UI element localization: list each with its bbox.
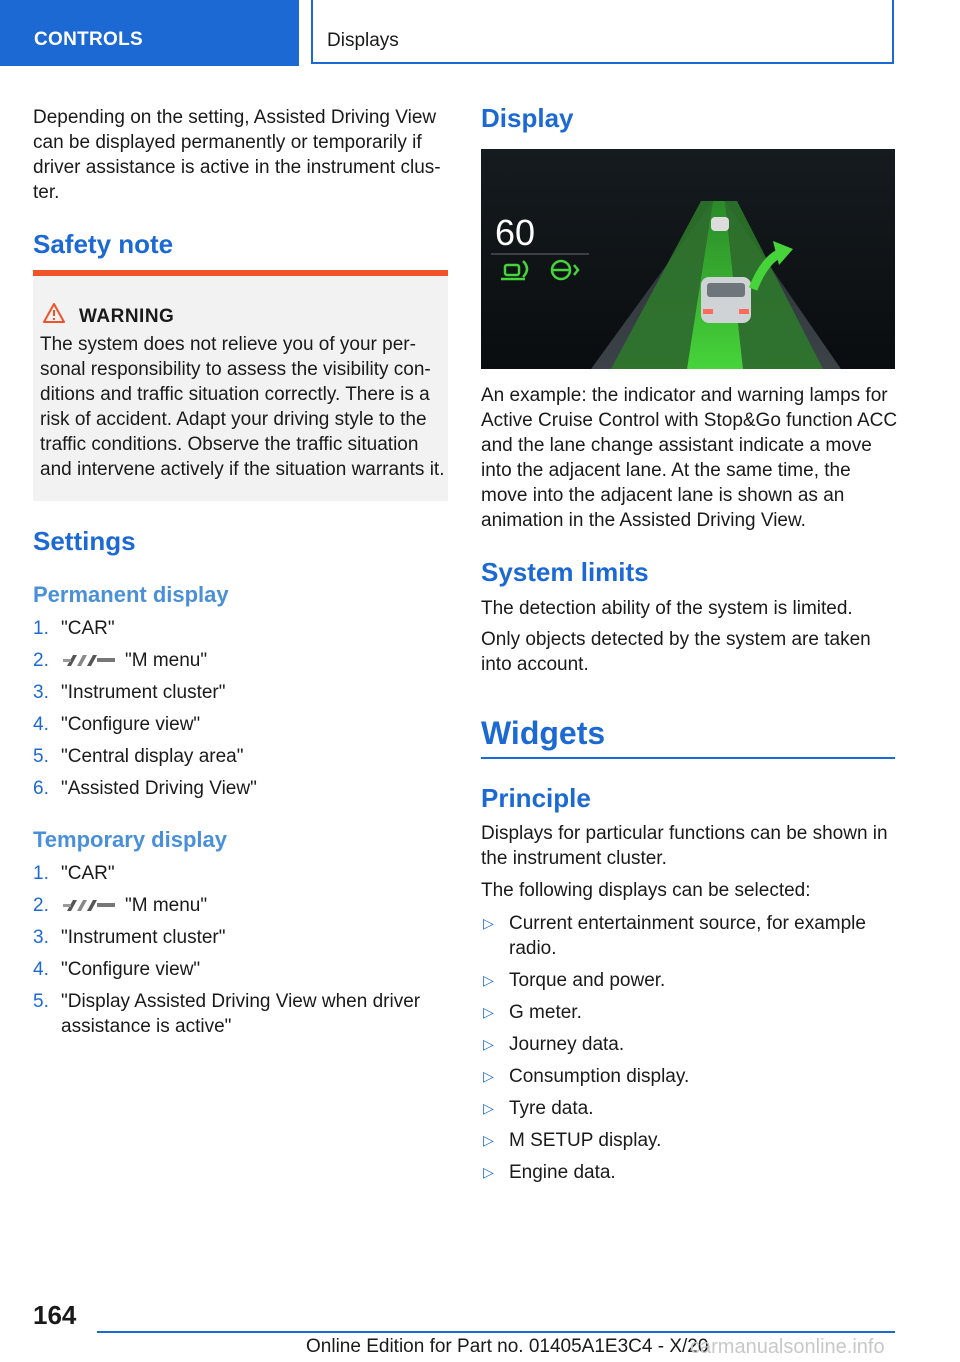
display-caption: An example: the indicator and warning lamps for Active Cruise Control with Stop&Go function ACC and the lane change assistant indicate a move into the adjacent lane. At the same time, the move into the adjacent lane is shown as an animation in the Assisted Driving View. [481, 385, 898, 531]
permanent-steps-list [33, 616, 453, 808]
triangle-bullet-icon: ▷ [483, 972, 494, 988]
settings-heading: Settings [33, 526, 136, 556]
watermark: carmanualsonline.info [690, 1336, 885, 1358]
list-item: 5. "Central display area" [33, 746, 244, 767]
list-item: 2. "M menu" [33, 895, 208, 916]
list-item: 3. "Instrument cluster" [33, 927, 226, 948]
lead-vehicle-icon [711, 217, 729, 231]
section-divider [481, 757, 895, 759]
permanent-display-heading: Permanent display [33, 582, 229, 607]
speed-readout: 60 [495, 212, 536, 253]
list-item: ▷ M SETUP display. [483, 1130, 662, 1151]
list-item: 4. "Configure view" [33, 714, 201, 735]
triangle-bullet-icon: ▷ [483, 1132, 494, 1148]
triangle-bullet-icon: ▷ [483, 1164, 494, 1180]
triangle-bullet-icon: ▷ [483, 1036, 494, 1052]
list-item: 5. "Display Assisted Driving View when driver assistance is active" [33, 991, 421, 1037]
chapter-tab [311, 0, 894, 64]
principle-text-1: Displays for particular functions can be shown in the instrument cluster. [481, 823, 888, 869]
page-number: 164 [33, 1300, 77, 1330]
list-item: ▷ Tyre data. [483, 1098, 594, 1119]
list-item: ▷ G meter. [483, 1002, 582, 1023]
edition-text: Online Edition for Part no. 01405A1E3C4 - X/20 [306, 1336, 709, 1357]
own-vehicle-icon [701, 277, 751, 323]
footer-divider [97, 1331, 895, 1333]
intro-paragraph: Depending on the setting, Assisted Driving View can be displayed permanently or temporarily if driver assistance is active in the instrument clus- ter. [33, 107, 441, 203]
list-item: ▷ Engine data. [483, 1162, 616, 1183]
temporary-display-heading: Temporary display [33, 827, 227, 852]
m-menu-logo-icon [61, 898, 117, 913]
list-item: 1. "CAR" [33, 618, 115, 639]
section-title: CONTROLS [34, 29, 144, 50]
system-limits-text-1: The detection ability of the system is limited. [481, 598, 853, 619]
widgets-heading: Widgets [481, 715, 606, 751]
safety-note-heading: Safety note [33, 229, 174, 259]
widget-options-list [481, 911, 895, 1192]
m-menu-logo-icon [61, 653, 117, 668]
list-item: 2. "M menu" [33, 650, 208, 671]
warning-title: WARNING [79, 306, 175, 327]
list-item: ▷ Torque and power. [483, 970, 666, 991]
system-limits-heading: System limits [481, 557, 649, 587]
warning-triangle-icon [43, 303, 65, 323]
triangle-bullet-icon: ▷ [483, 1100, 494, 1116]
warning-text: The system does not relieve you of your per- sonal responsibility to assess the visibility con- ditions and traffic situation correctly. There is a risk of accident. Adapt your driving style to the traffic conditions. Observe the traffic situation and intervene actively if the situation warrants it. [40, 334, 445, 480]
list-item: ▷ Current entertainment source, for example radio. [483, 913, 866, 959]
list-item: ▷ Consumption display. [483, 1066, 690, 1087]
principle-heading: Principle [481, 783, 591, 813]
assisted-driving-view-screen [481, 149, 895, 369]
section-tab [0, 0, 299, 66]
system-limits-text-2: Only objects detected by the system are taken into account. [481, 629, 871, 675]
list-item: 4. "Configure view" [33, 959, 201, 980]
principle-text-2: The following displays can be selected: [481, 880, 811, 901]
list-item: 6. "Assisted Driving View" [33, 778, 257, 799]
triangle-bullet-icon: ▷ [483, 915, 494, 931]
chapter-title: Displays [327, 30, 399, 51]
list-item: 3. "Instrument cluster" [33, 682, 226, 703]
display-heading: Display [481, 103, 574, 133]
triangle-bullet-icon: ▷ [483, 1004, 494, 1020]
triangle-bullet-icon: ▷ [483, 1068, 494, 1084]
list-item: 1. "CAR" [33, 863, 115, 884]
assisted-driving-illustration [481, 149, 895, 369]
temporary-steps-list [33, 861, 453, 1046]
list-item: ▷ Journey data. [483, 1034, 625, 1055]
warning-box [33, 270, 448, 501]
